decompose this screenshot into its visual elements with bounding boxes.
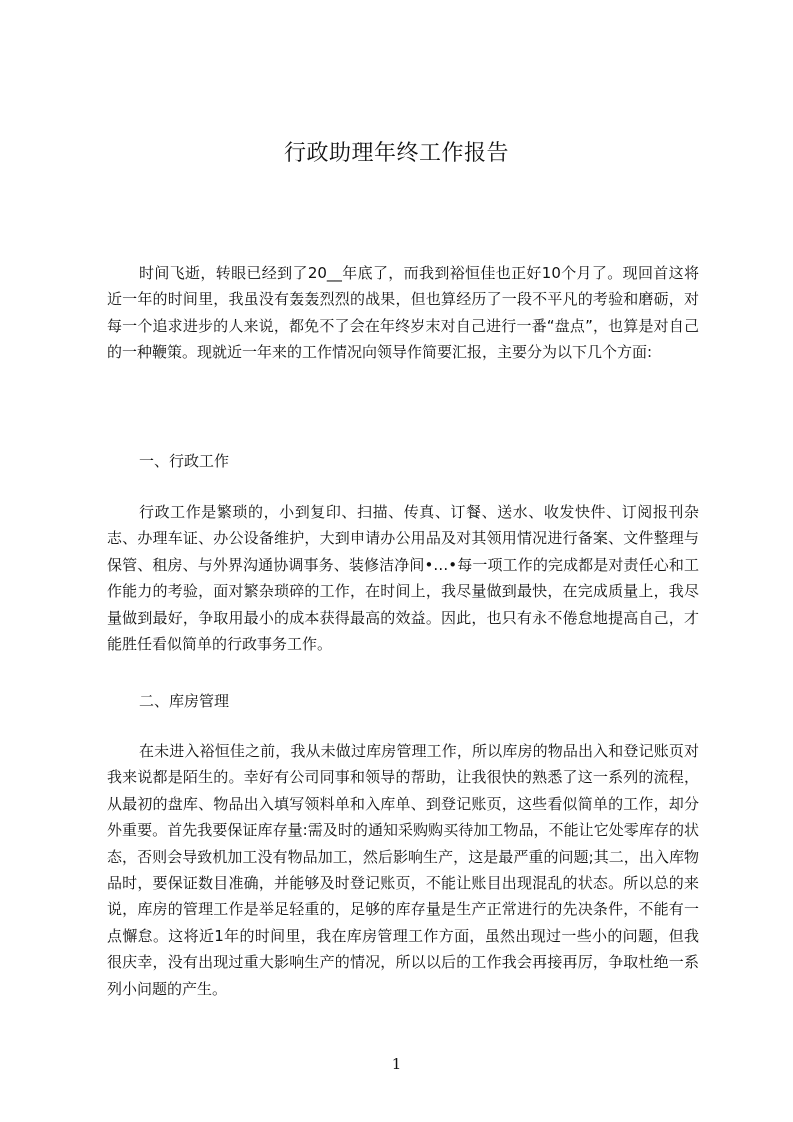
section-heading-warehouse: 二、库房管理 <box>139 692 230 710</box>
page-number: 1 <box>391 1055 402 1073</box>
intro-paragraph: 时间飞逝，转眼已经到了20__年底了，而我到裕恒佳也正好10个月了。现回首这将近一年的时间里，我虽没有轰轰烈烈的战果，但也算经历了一段不平凡的考验和磨砺，对每一个追求进步的人来说，都免不了会在年终岁末对自己进行一番“盘点”，也算是对自己的一种鞭策。现就近一年来的工作情况向领导作简要汇报，主要分为以下几个方面: <box>107 264 699 362</box>
document-title: 行政助理年终工作报告 <box>283 141 509 166</box>
section-body-administration: 行政工作是繁琐的，小到复印、扫描、传真、订餐、送水、收发快件、订阅报刊杂志、办理车证、办公设备维护，大到申请办公用品及对其领用情况进行备案、文件整理与保管、租房、与外界沟通协调事务、装修洁净间•…•每一项工作的完成都是对责任心和工作能力的考验，面对繁杂琐碎的工作，在时间上，我尽量做到最快，在完成质量上，我尽量做到最好，争取用最小的成本获得最高的效益。因此，也只有永不倦怠地提高自己，才能胜任看似简单的行政事务工作。 <box>107 503 699 654</box>
section-heading-administration: 一、行政工作 <box>139 452 230 470</box>
section-body-warehouse: 在未进入裕恒佳之前，我从未做过库房管理工作，所以库房的物品出入和登记账页对我来说都是陌生的。幸好有公司同事和领导的帮助，让我很快的熟悉了这一系列的流程，从最初的盘库、物品出入填写领料单和入库单、到登记账页，这些看似简单的工作，却分外重要。首先我要保证库存量:需及时的通知采购购买待加工物品，不能让它处零库存的状态，否则会导致机加工没有物品加工，然后影响生产，这是最严重的问题;其二，出入库物品时，要保证数目准确，并能够及时登记账页，不能让账目出现混乱的状态。所以总的来说，库房的管理工作是举足轻重的，足够的库存量是生产正常进行的先决条件，不能有一点懈怠。这将近1年的时间里，我在库房管理工作方面，虽然出现过一些小的问题，但我很庆幸，没有出现过重大影响生产的情况，所以以后的工作我会再接再厉，争取杜绝一系列小问题的产生。 <box>107 742 699 998</box>
